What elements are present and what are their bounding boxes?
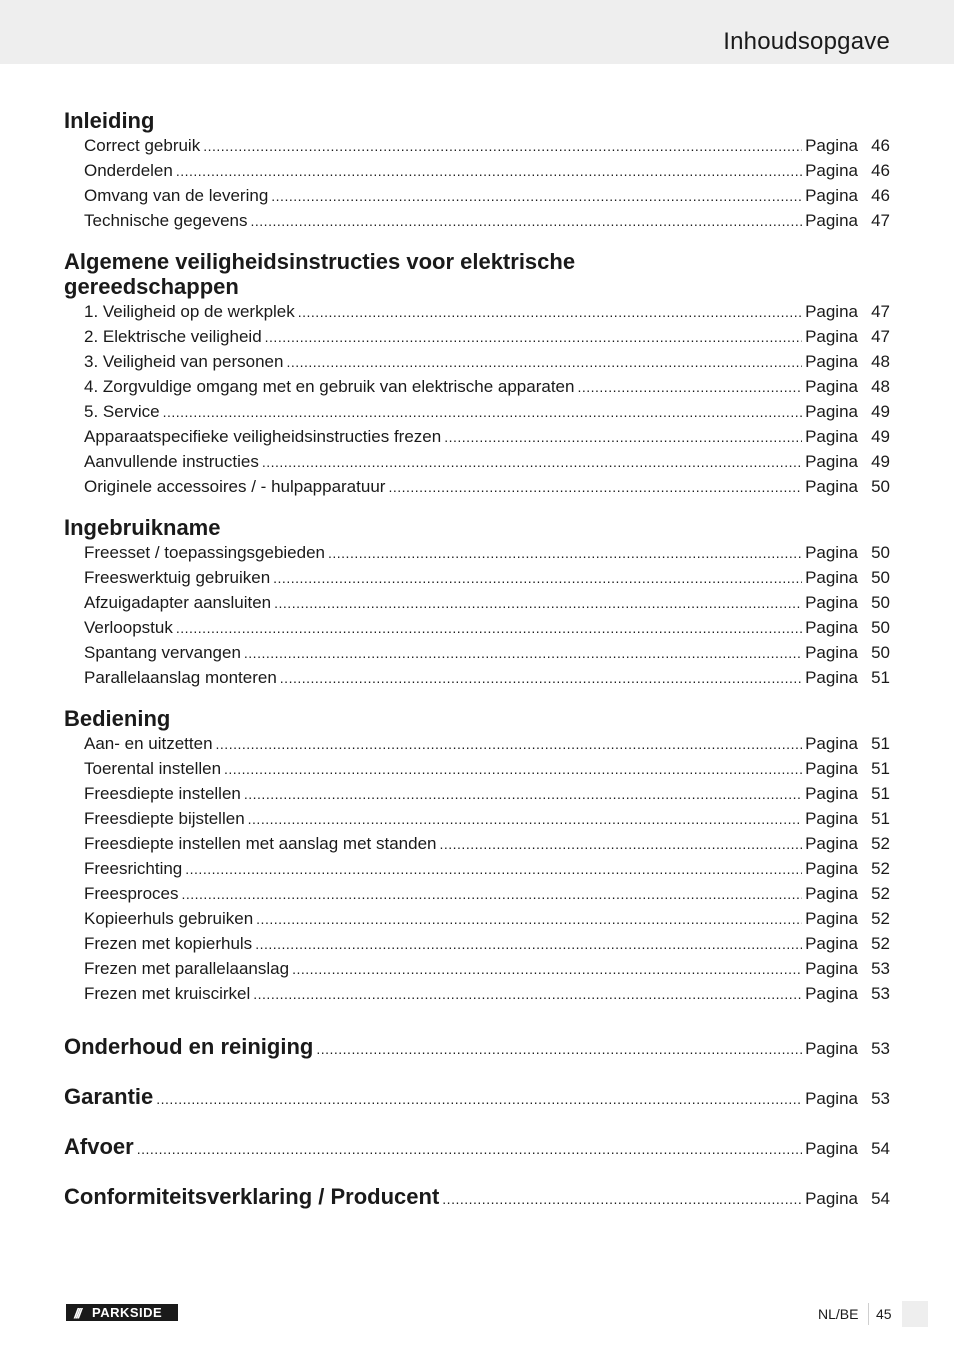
dot-leader [316, 1024, 802, 1074]
toc-entry[interactable] [64, 590, 890, 615]
toc-entry[interactable] [64, 881, 890, 906]
entry-label: Freesdiepte instellen [84, 784, 241, 803]
page-number: 50 [871, 568, 890, 587]
footer-tab-box [902, 1301, 928, 1327]
entry-label: Technische gegevens [84, 211, 248, 230]
dot-leader [388, 475, 802, 500]
page-number: 54 [871, 1139, 890, 1158]
page-word: Pagina [805, 784, 858, 803]
entry-label: Garantie [64, 1084, 154, 1109]
page-word: Pagina [805, 352, 858, 371]
toc-entry[interactable] [64, 158, 890, 183]
page-word: Pagina [805, 1089, 858, 1108]
dot-leader [216, 732, 803, 757]
entry-label: Parallelaanslag monteren [84, 668, 277, 687]
toc-entry[interactable] [64, 931, 890, 956]
dot-leader [244, 641, 802, 666]
page-word: Pagina [805, 909, 858, 928]
page-title: Inhoudsopgave [723, 28, 890, 55]
toc-entry[interactable] [64, 299, 890, 324]
entry-label: 5. Service [84, 402, 160, 421]
page-word: Pagina [805, 186, 858, 205]
page-number: 50 [871, 477, 890, 496]
page-number: 53 [871, 1089, 890, 1108]
page-word: Pagina [805, 427, 858, 446]
toc-entry[interactable] [64, 956, 890, 981]
entry-label: Onderdelen [84, 161, 173, 180]
dot-leader [156, 1074, 802, 1124]
dot-leader [185, 857, 802, 882]
dot-leader [286, 350, 802, 375]
page-number: 50 [871, 593, 890, 612]
page-word: Pagina [805, 668, 858, 687]
page-word: Pagina [805, 136, 858, 155]
toc-entry[interactable] [64, 374, 890, 399]
page-number: 49 [871, 452, 890, 471]
page-number: 47 [871, 211, 890, 230]
toc-section [64, 249, 890, 499]
page-number: 51 [871, 784, 890, 803]
toc-entry[interactable] [64, 756, 890, 781]
toc-entry[interactable] [64, 781, 890, 806]
page-number: 47 [871, 302, 890, 321]
section-title[interactable]: Inleiding [64, 108, 155, 133]
dot-leader [176, 159, 802, 184]
toc-entry[interactable] [64, 665, 890, 690]
toc-entry[interactable] [64, 856, 890, 881]
page-number: 50 [871, 543, 890, 562]
page-number: 49 [871, 427, 890, 446]
logo-stripes-icon: /// [74, 1304, 80, 1321]
page-number: 52 [871, 834, 890, 853]
toc-entry[interactable] [64, 349, 890, 374]
toc-main-entry[interactable] [64, 1122, 890, 1172]
toc-entry[interactable] [64, 133, 890, 158]
page-number: 46 [871, 136, 890, 155]
entry-label: Frezen met parallelaanslag [84, 959, 290, 978]
page-word: Pagina [805, 327, 858, 346]
footer-divider [868, 1303, 869, 1325]
entry-label: 1. Veiligheid op de werkplek [84, 302, 295, 321]
toc-entry[interactable] [64, 981, 890, 1006]
toc-entry[interactable] [64, 906, 890, 931]
entry-label: Freesset / toepassingsgebieden [84, 543, 325, 562]
dot-leader [256, 907, 802, 932]
toc-entry[interactable] [64, 731, 890, 756]
footer-language: NL/BE [818, 1306, 859, 1322]
section-gap [64, 1006, 890, 1022]
toc-entry[interactable] [64, 806, 890, 831]
page-word: Pagina [805, 302, 858, 321]
entry-label: Afzuigadapter aansluiten [84, 593, 272, 612]
page-word: Pagina [805, 834, 858, 853]
entry-label: 2. Elektrische veiligheid [84, 327, 262, 346]
entry-label: Onderhoud en reiniging [64, 1034, 314, 1059]
entry-label: Freesproces [84, 884, 179, 903]
page-number: 53 [871, 1039, 890, 1058]
entry-label: Aan- en uitzetten [84, 734, 213, 753]
entry-label: 3. Veiligheid van personen [84, 352, 284, 371]
dot-leader [262, 450, 802, 475]
dot-leader [280, 666, 802, 691]
toc-section [64, 515, 890, 690]
dot-leader [298, 300, 802, 325]
entry-label: Aanvullende instructies [84, 452, 259, 471]
toc-entry[interactable] [64, 474, 890, 499]
page-word: Pagina [805, 959, 858, 978]
page-word: Pagina [805, 477, 858, 496]
dot-leader [442, 1174, 802, 1224]
page-number: 53 [871, 959, 890, 978]
entry-label: Freeswerktuig gebruiken [84, 568, 271, 587]
toc-entry[interactable] [64, 399, 890, 424]
page-word: Pagina [805, 452, 858, 471]
dot-leader [224, 757, 802, 782]
dot-leader [292, 957, 802, 982]
dot-leader [271, 184, 802, 209]
page-number: 54 [871, 1189, 890, 1208]
page-word: Pagina [805, 809, 858, 828]
dot-leader [253, 982, 802, 1007]
page-number: 48 [871, 377, 890, 396]
entry-label: Omvang van de levering [84, 186, 269, 205]
page-word: Pagina [805, 1039, 858, 1058]
page-number: 52 [871, 859, 890, 878]
section-title[interactable]: Bediening [64, 706, 171, 731]
page-number: 48 [871, 352, 890, 371]
section-gap [64, 690, 890, 706]
toc-entry[interactable] [64, 615, 890, 640]
footer-page-number: 45 [876, 1306, 892, 1322]
page-word: Pagina [805, 934, 858, 953]
page-number: 46 [871, 186, 890, 205]
dot-leader [244, 782, 802, 807]
parkside-logo [66, 1304, 178, 1321]
dot-leader [251, 209, 803, 234]
section-gap [64, 233, 890, 249]
page-word: Pagina [805, 211, 858, 230]
section-title[interactable]: Algemene veiligheidsinstructies voor elektrische gereedschappen [64, 249, 576, 299]
dot-leader [181, 882, 802, 907]
toc-main-entry[interactable] [64, 1022, 890, 1072]
page-number: 53 [871, 984, 890, 1003]
section-title[interactable]: Ingebruikname [64, 515, 221, 540]
page-word: Pagina [805, 859, 858, 878]
entry-label: Frezen met kopierhuls [84, 934, 253, 953]
entry-label: Correct gebruik [84, 136, 201, 155]
page-number: 47 [871, 327, 890, 346]
dot-leader [163, 400, 802, 425]
page-number: 51 [871, 759, 890, 778]
toc-section [64, 108, 890, 233]
section-gap [64, 499, 890, 515]
toc-entry[interactable] [64, 208, 890, 233]
entry-label: Freesdiepte instellen met aanslag met standen [84, 834, 437, 853]
toc-entry[interactable] [64, 831, 890, 856]
table-of-contents [64, 108, 890, 1222]
page-number: 50 [871, 618, 890, 637]
page-word: Pagina [805, 161, 858, 180]
page-word: Pagina [805, 568, 858, 587]
page-word: Pagina [805, 593, 858, 612]
toc-entry[interactable] [64, 449, 890, 474]
dot-leader [137, 1124, 802, 1174]
page-number: 49 [871, 402, 890, 421]
toc-entry[interactable] [64, 540, 890, 565]
page-word: Pagina [805, 884, 858, 903]
entry-label: Apparaatspecifieke veiligheidsinstructies frezen [84, 427, 442, 446]
dot-leader [439, 832, 802, 857]
page-number: 52 [871, 934, 890, 953]
page-word: Pagina [805, 643, 858, 662]
entry-label: Toerental instellen [84, 759, 222, 778]
toc-entry[interactable] [64, 183, 890, 208]
dot-leader [328, 541, 802, 566]
entry-label: Verloopstuk [84, 618, 173, 637]
entry-label: Freesrichting [84, 859, 183, 878]
page-number: 51 [871, 668, 890, 687]
page-word: Pagina [805, 618, 858, 637]
page-word: Pagina [805, 759, 858, 778]
dot-leader [248, 807, 802, 832]
page-word: Pagina [805, 377, 858, 396]
entry-label: 4. Zorgvuldige omgang met en gebruik van elektrische apparaten [84, 377, 575, 396]
entry-label: Kopieerhuls gebruiken [84, 909, 254, 928]
toc-entry[interactable] [64, 565, 890, 590]
toc-entry[interactable] [64, 640, 890, 665]
entry-label: Spantang vervangen [84, 643, 241, 662]
page-word: Pagina [805, 1139, 858, 1158]
dot-leader [176, 616, 802, 641]
entry-label: Conformiteitsverklaring / Producent [64, 1184, 440, 1209]
logo-text: PARKSIDE [92, 1305, 163, 1320]
dot-leader [203, 134, 802, 159]
dot-leader [255, 932, 802, 957]
page-word: Pagina [805, 402, 858, 421]
entry-label: Afvoer [64, 1134, 134, 1159]
page-number: 50 [871, 643, 890, 662]
entry-label: Originele accessoires / - hulpapparatuur [84, 477, 386, 496]
toc-entry[interactable] [64, 424, 890, 449]
toc-main-entry[interactable] [64, 1172, 890, 1222]
dot-leader [577, 375, 802, 400]
entry-label: Frezen met kruiscirkel [84, 984, 251, 1003]
dot-leader [273, 566, 802, 591]
toc-entry[interactable] [64, 324, 890, 349]
page-number: 51 [871, 809, 890, 828]
page-number: 52 [871, 884, 890, 903]
page-word: Pagina [805, 734, 858, 753]
dot-leader [444, 425, 802, 450]
page-word: Pagina [805, 1189, 858, 1208]
page-number: 52 [871, 909, 890, 928]
toc-section [64, 706, 890, 1006]
dot-leader [265, 325, 802, 350]
entry-label: Freesdiepte bijstellen [84, 809, 245, 828]
toc-main-entry[interactable] [64, 1072, 890, 1122]
page-word: Pagina [805, 984, 858, 1003]
header-bar [0, 0, 954, 64]
page-number: 46 [871, 161, 890, 180]
page-number: 51 [871, 734, 890, 753]
dot-leader [274, 591, 802, 616]
page-word: Pagina [805, 543, 858, 562]
